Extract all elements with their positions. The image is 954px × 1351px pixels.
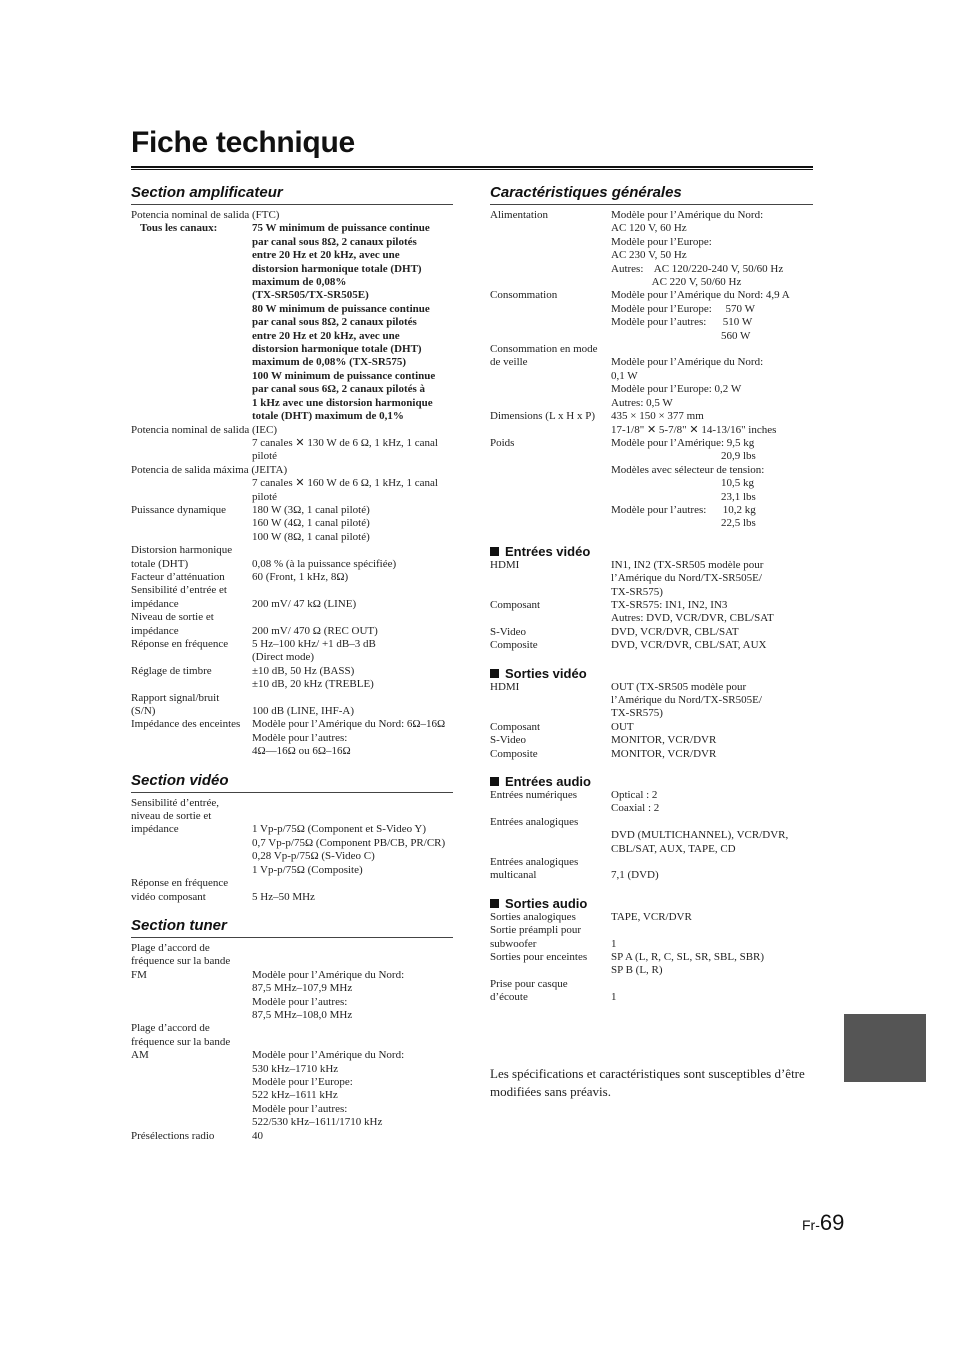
spec-value — [611, 639, 813, 652]
spec-value-line — [611, 978, 813, 991]
spec-value-line: 17-1/8" ✕ 5-7/8" ✕ 14-13/16" inches — [611, 423, 777, 436]
spec-value-line: SP B (L, R) — [611, 964, 663, 977]
spec-label: totale (DHT) — [131, 557, 189, 570]
spec-value-line: 60 (Front, 1 kHz, 8Ω) — [252, 570, 349, 583]
spec-value-line: par canal sous 6Ω, 2 canaux pilotés à — [252, 383, 426, 396]
spec-label: Entrées numériques — [490, 789, 578, 802]
spec-label: Composite — [490, 747, 538, 760]
spec-label: fréquence sur la bande — [131, 955, 231, 968]
spec-label: Sorties pour enceintes — [490, 951, 588, 964]
spec-row — [131, 810, 453, 823]
spec-label: Entrées analogiques — [490, 815, 579, 828]
spec-value-line: piloté — [252, 490, 278, 503]
spec-value-line: OUT (TX-SR505 modèle pour — [611, 680, 747, 693]
subsection-title: Sorties audio — [505, 895, 588, 911]
subsection-heading — [490, 544, 813, 559]
spec-label: HDMI — [490, 680, 520, 693]
spec-value-line: Modèle pour l’Amérique du Nord: 6Ω–16Ω — [252, 718, 446, 731]
spec-heading-line: Potencia nominal de salida (IEC) — [131, 423, 278, 436]
spec-value-line: 4Ω—16Ω ou 6Ω–16Ω — [252, 745, 351, 758]
spec-value-line: Modèles avec sélecteur de tension: — [611, 463, 765, 476]
spec-row — [490, 209, 813, 289]
spec-value — [252, 1049, 453, 1129]
spec-value-line: l’Amérique du Nord/TX-SR505E/ — [611, 572, 762, 585]
subsection-title: Entrées vidéo — [505, 543, 591, 559]
spec-value-line: Modèle pour l’Amérique du Nord: — [611, 209, 764, 221]
spec-value-line: distorsion harmonique totale (DHT) — [252, 262, 422, 275]
spec-label: FM — [131, 968, 147, 981]
spec-value-line: IN1, IN2 (TX-SR505 modèle pour — [611, 558, 764, 571]
spec-value-line: 560 W — [611, 329, 751, 342]
spec-value-line: Modèle pour l’Amérique du Nord: — [252, 1049, 405, 1062]
spec-value — [611, 437, 813, 531]
title-rule — [131, 166, 813, 170]
spec-label: Alimentation — [490, 209, 549, 221]
spec-value-line: ±10 dB, 50 Hz (BASS) — [252, 664, 355, 677]
spec-value-line: MONITOR, VCR/DVR — [611, 734, 717, 747]
spec-value-line: 1 — [611, 937, 617, 950]
spec-label: Niveau de sortie et — [131, 611, 214, 624]
spec-value — [252, 969, 453, 1023]
spec-value-line: OUT — [611, 720, 634, 733]
spec-row — [131, 544, 453, 557]
spec-value-line: 0,08 % (à la puissance spécifiée) — [252, 557, 397, 570]
spec-value-line: Modèle pour l’autres: 510 W — [611, 316, 753, 329]
spec-label: de veille — [490, 356, 528, 369]
spec-value-line: distorsion harmonique totale (DHT) — [252, 343, 422, 356]
spec-value-line: Coaxial : 2 — [611, 802, 660, 815]
spec-row — [131, 477, 453, 504]
spec-label: impédance — [131, 823, 179, 836]
spec-label: Entrées analogiques — [490, 856, 579, 869]
spec-value — [252, 477, 453, 504]
spec-row — [131, 823, 453, 877]
section-heading: Caractéristiques générales — [490, 184, 813, 205]
spec-label: Impédance des enceintes — [131, 718, 241, 731]
spec-row — [490, 639, 813, 652]
spec-value-line: AC 120 V, 60 Hz — [611, 222, 687, 235]
spec-value-line: 22,5 lbs — [611, 517, 756, 530]
spec-row — [131, 665, 453, 692]
spec-label: Composite — [490, 639, 538, 652]
spec-row — [490, 951, 813, 978]
disclaimer-note: Les spécifications et caractéristiques sont susceptibles d’être modifiées sans préavis. — [490, 1066, 805, 1099]
spec-value-line: Modèle pour l’autres: — [252, 995, 348, 1008]
spec-row — [490, 734, 813, 747]
spec-label: Réglage de timbre — [131, 664, 212, 677]
spec-value — [252, 437, 453, 464]
spec-row — [131, 877, 453, 890]
spec-label: HDMI — [490, 558, 520, 571]
spec-value — [611, 856, 813, 869]
spec-value-line — [252, 692, 453, 705]
spec-value-line: Autres: DVD, VCR/DVR, CBL/SAT — [611, 612, 774, 625]
spec-value-line: 0,28 Vp-p/75Ω (S-Video C) — [252, 850, 375, 863]
spec-value-line: maximum de 0,08% (TX-SR575) — [252, 356, 406, 369]
spec-value-line — [252, 1036, 453, 1049]
spec-value — [611, 721, 813, 734]
spec-row — [490, 748, 813, 761]
spec-label: Puissance dynamique — [131, 503, 227, 516]
spec-value — [252, 1036, 453, 1049]
spec-row — [131, 1022, 453, 1035]
spec-row — [490, 991, 813, 1004]
spec-value — [252, 718, 453, 758]
spec-value-line: 522 kHz–1611 kHz — [252, 1089, 338, 1102]
spec-value-line: AC 220 V, 50/60 Hz — [611, 276, 742, 289]
spec-value-line: (TX-SR505/TX-SR505E) — [252, 289, 369, 302]
spec-value — [611, 209, 813, 289]
spec-row — [131, 611, 453, 624]
spec-value-line: Modèle pour l’Amérique du Nord: 4,9 A — [611, 289, 790, 302]
spec-value — [252, 544, 453, 557]
right-column — [490, 184, 813, 1005]
spec-value-line: 100 dB (LINE, IHF-A) — [252, 705, 355, 718]
spec-value-line: Modèle pour l’Amérique: 9,5 kg — [611, 436, 755, 449]
spec-row — [490, 559, 813, 599]
spec-value — [611, 734, 813, 747]
square-bullet-icon — [490, 777, 499, 786]
chapter-tab — [844, 1014, 926, 1082]
section-heading: Section vidéo — [131, 772, 453, 793]
spec-row — [490, 626, 813, 639]
spec-value-line — [252, 797, 453, 810]
spec-value — [611, 748, 813, 761]
spec-label: Dimensions (L x H x P) — [490, 410, 596, 423]
spec-value-line — [252, 584, 453, 597]
spec-value — [252, 611, 453, 624]
spec-value — [252, 891, 453, 904]
spec-value-line: 75 W minimum de puissance continue — [252, 222, 430, 235]
spec-value-line: 200 mV/ 470 Ω (REC OUT) — [252, 624, 378, 637]
spec-value-line — [252, 942, 453, 955]
spec-value-line: Modèle pour l’Europe: — [611, 235, 712, 248]
spec-label: Rapport signal/bruit — [131, 691, 220, 704]
spec-value-line: ±10 dB, 20 kHz (TREBLE) — [252, 678, 374, 691]
spec-value-line: 7 canales ✕ 160 W de 6 Ω, 1 kHz, 1 canal — [252, 477, 438, 490]
spec-value-line — [252, 611, 453, 624]
spec-label: subwoofer — [490, 937, 537, 950]
spec-value-line: entre 20 Hz et 20 kHz, avec une — [252, 329, 400, 342]
spec-row — [131, 437, 453, 464]
spec-label: Sortie préampli pour — [490, 924, 582, 937]
spec-value-line: 10,5 kg — [611, 477, 754, 490]
spec-heading-line: Potencia nominal de salida (FTC) — [131, 209, 280, 221]
spec-value — [611, 599, 813, 626]
spec-value-line: 87,5 MHz–108,0 MHz — [252, 1008, 353, 1021]
spec-value — [611, 816, 813, 856]
spec-value — [611, 559, 813, 599]
spec-value-line: piloté — [252, 450, 278, 463]
spec-label: Composant — [490, 720, 541, 733]
subsection-heading — [490, 896, 813, 911]
spec-value-line: 5 Hz–100 kHz/ +1 dB–3 dB — [252, 638, 376, 650]
spec-value — [252, 797, 453, 810]
spec-value-line: Modèle pour l’Europe: 0,2 W — [611, 383, 742, 396]
spec-label: Poids — [490, 436, 515, 449]
spec-value — [252, 955, 453, 968]
subsection-title: Entrées audio — [505, 774, 591, 790]
spec-value-line: 100 W minimum de puissance continue — [252, 369, 436, 382]
spec-row — [131, 969, 453, 1023]
spec-row — [490, 911, 813, 924]
spec-row — [131, 504, 453, 544]
spec-row — [131, 571, 453, 584]
spec-value — [611, 626, 813, 639]
spec-value-line: 87,5 MHz–107,9 MHz — [252, 982, 353, 995]
spec-row — [131, 584, 453, 597]
spec-label: Réponse en fréquence — [131, 877, 229, 890]
spec-value-line: l’Amérique du Nord/TX-SR505E/ — [611, 694, 762, 706]
spec-value-line — [611, 816, 813, 829]
section-spacer — [131, 759, 453, 772]
spec-row — [131, 598, 453, 611]
spec-value-line: 1 — [611, 991, 617, 1004]
spec-value — [252, 222, 453, 423]
spec-value-line: totale (DHT) maximum de 0,1% — [252, 410, 404, 423]
spec-value — [611, 938, 813, 951]
spec-value-line: par canal sous 8Ω, 2 canaux pilotés — [252, 235, 417, 248]
spec-value-line: 23,1 lbs — [611, 490, 756, 503]
spec-value-line — [252, 810, 453, 823]
section-heading: Section amplificateur — [131, 184, 453, 205]
spec-label: Facteur d’atténuation — [131, 570, 225, 583]
spec-value-line: Modèle pour l’Amérique du Nord: — [252, 968, 405, 981]
spec-value — [611, 356, 813, 410]
spec-value — [611, 911, 813, 924]
spec-value-line: CBL/SAT, AUX, TAPE, CD — [611, 842, 736, 855]
spec-label: AM — [131, 1049, 149, 1062]
square-bullet-icon — [490, 899, 499, 908]
spec-value-line: maximum de 0,08% — [252, 276, 347, 289]
spec-value — [252, 665, 453, 692]
spec-row — [131, 718, 453, 758]
spec-heading-line: Potencia de salida máxima (JEITA) — [131, 463, 288, 476]
spec-value-line: SP A (L, R, C, SL, SR, SBL, SBR) — [611, 951, 765, 964]
spec-value-line: Modèle pour l’autres: — [252, 1102, 348, 1115]
spec-label — [131, 437, 252, 464]
spec-row — [490, 924, 813, 937]
spec-value-line — [252, 955, 453, 968]
spec-row — [490, 437, 813, 531]
square-bullet-icon — [490, 547, 499, 556]
spec-value — [611, 343, 813, 356]
spec-value — [252, 705, 453, 718]
spec-label: vidéo composant — [131, 890, 206, 903]
spec-row — [131, 942, 453, 955]
spec-value-line: Autres: AC 120/220-240 V, 50/60 Hz — [611, 262, 784, 275]
spec-value-line: TX-SR575) — [611, 707, 663, 720]
spec-row — [131, 891, 453, 904]
spec-label: Plage d’accord de — [131, 941, 210, 954]
spec-label: d’écoute — [490, 991, 528, 1004]
page-title: Fiche technique — [131, 126, 355, 159]
spec-value-line — [252, 544, 453, 557]
spec-row — [131, 558, 453, 571]
spec-value-line: 0,1 W — [611, 369, 638, 382]
spec-row — [490, 681, 813, 721]
spec-row — [490, 343, 813, 356]
spec-value — [611, 991, 813, 1004]
spec-value — [252, 558, 453, 571]
spec-value — [611, 289, 813, 343]
spec-value-line: 20,9 lbs — [611, 450, 756, 463]
spec-value — [252, 584, 453, 597]
spec-value-line: 200 mV/ 47 kΩ (LINE) — [252, 597, 357, 610]
spec-value-line — [252, 877, 453, 890]
spec-label — [131, 477, 252, 504]
subsection-title: Sorties vidéo — [505, 665, 587, 681]
spec-value — [252, 625, 453, 638]
spec-row — [131, 692, 453, 705]
spec-row — [131, 1036, 453, 1049]
spec-value — [252, 638, 453, 665]
subsection-heading — [490, 774, 813, 789]
section-heading: Section tuner — [131, 917, 453, 938]
spec-label: Prise pour casque — [490, 977, 568, 990]
spec-row — [490, 816, 813, 856]
spec-row — [490, 978, 813, 991]
spec-row — [490, 856, 813, 869]
spec-label: Tous les canaux: — [140, 222, 218, 235]
spec-label: Distorsion harmonique — [131, 544, 233, 557]
spec-row — [490, 789, 813, 816]
spec-row — [131, 955, 453, 968]
spec-value-line — [252, 1022, 453, 1035]
spec-value — [252, 598, 453, 611]
spec-row — [490, 356, 813, 410]
spec-value — [611, 869, 813, 882]
spec-value-line: par canal sous 8Ω, 2 canaux pilotés — [252, 316, 417, 329]
page-prefix: Fr- — [802, 1217, 820, 1233]
spec-label: niveau de sortie et — [131, 810, 212, 823]
spec-label: (S/N) — [131, 705, 156, 718]
spec-value-line: Optical : 2 — [611, 789, 658, 802]
spec-label: Sensibilité d’entrée et — [131, 584, 227, 597]
spec-value-line: Modèle pour l’Europe: — [252, 1075, 353, 1088]
spec-value-line: Autres: 0,5 W — [611, 396, 673, 409]
spec-row — [131, 222, 453, 423]
spec-value-line — [611, 856, 813, 869]
spec-value-line — [611, 924, 813, 937]
spec-row — [490, 599, 813, 626]
spec-value-line: TX-SR575: IN1, IN2, IN3 — [611, 598, 728, 611]
spec-row — [131, 625, 453, 638]
spec-label: S-Video — [490, 625, 527, 638]
spec-value — [252, 942, 453, 955]
spec-value-line: 530 kHz–1710 kHz — [252, 1062, 339, 1075]
spec-value — [252, 810, 453, 823]
spec-label: Sorties analogiques — [490, 910, 576, 923]
page-number-value: 69 — [819, 1210, 845, 1235]
spec-value — [611, 951, 813, 978]
subsection-heading — [490, 666, 813, 681]
left-column — [131, 184, 453, 1143]
section-spacer — [131, 904, 453, 917]
spec-label: Plage d’accord de — [131, 1022, 210, 1035]
spec-value-line: 1 kHz avec une distorsion harmonique — [252, 396, 433, 409]
spec-label: Présélections radio — [131, 1129, 215, 1142]
spec-row — [490, 938, 813, 951]
spec-value-line: 180 W (3Ω, 1 canal piloté) — [252, 503, 370, 516]
spec-value-line: Modèle pour l’Amérique du Nord: — [611, 356, 764, 369]
spec-value — [611, 410, 813, 437]
spec-value-line: 7,1 (DVD) — [611, 869, 659, 882]
spec-value-line: Modèle pour l’Europe: 570 W — [611, 302, 755, 315]
spec-value-line: 40 — [252, 1129, 263, 1142]
spec-label: Consommation en mode — [490, 343, 598, 356]
spec-label: S-Video — [490, 734, 527, 747]
spec-row — [131, 1130, 453, 1143]
spec-value — [252, 1022, 453, 1035]
spec-value-line: entre 20 Hz et 20 kHz, avec une — [252, 249, 400, 262]
spec-value-line: TX-SR575) — [611, 585, 663, 598]
spec-value-line — [611, 343, 813, 356]
spec-row — [131, 797, 453, 810]
spec-label: impédance — [131, 597, 179, 610]
square-bullet-icon — [490, 669, 499, 678]
spec-value — [252, 571, 453, 584]
spec-value-line: DVD, VCR/DVR, CBL/SAT — [611, 625, 739, 638]
spec-value-line: MONITOR, VCR/DVR — [611, 747, 717, 760]
spec-value — [252, 1130, 453, 1143]
spec-row — [490, 869, 813, 882]
spec-value-line: 160 W (4Ω, 1 canal piloté) — [252, 517, 370, 530]
spec-value-line: AC 230 V, 50 Hz — [611, 249, 687, 262]
spec-value-line: 1 Vp-p/75Ω (Composite) — [252, 863, 363, 876]
spec-row — [131, 638, 453, 665]
spec-row — [131, 1049, 453, 1129]
spec-label: impédance — [131, 624, 179, 637]
spec-label: Réponse en fréquence — [131, 638, 229, 650]
spec-label: Consommation — [490, 289, 558, 302]
spec-value — [611, 924, 813, 937]
spec-label: Composant — [490, 598, 541, 611]
spec-value-line: 522/530 kHz–1611/1710 kHz — [252, 1116, 383, 1129]
spec-label: Sensibilité d’entrée, — [131, 796, 219, 809]
spec-value — [252, 877, 453, 890]
spec-value-line: 0,7 Vp-p/75Ω (Component PB/CB, PR/CR) — [252, 836, 446, 849]
spec-value-line: 7 canales ✕ 130 W de 6 Ω, 1 kHz, 1 canal — [252, 436, 438, 449]
spec-value-line: DVD (MULTICHANNEL), VCR/DVR, — [611, 829, 789, 842]
spec-value — [611, 978, 813, 991]
spec-value-line: Modèle pour l’autres: — [252, 731, 348, 744]
spec-value-line: (Direct mode) — [252, 651, 314, 664]
spec-value-line: 1 Vp-p/75Ω (Component et S-Video Y) — [252, 823, 427, 836]
spec-row — [490, 410, 813, 437]
spec-value-line: DVD, VCR/DVR, CBL/SAT, AUX — [611, 639, 767, 652]
spec-value-line: 435 × 150 × 377 mm — [611, 410, 704, 423]
page-number — [802, 1210, 844, 1236]
spec-row — [131, 705, 453, 718]
spec-value — [611, 789, 813, 816]
spec-value-line: 5 Hz–50 MHz — [252, 890, 315, 903]
spec-value — [252, 504, 453, 544]
spec-label: fréquence sur la bande — [131, 1035, 231, 1048]
spec-value — [252, 692, 453, 705]
spec-value-line: 80 W minimum de puissance continue — [252, 302, 430, 315]
spec-value-line: Modèle pour l’autres: 10,2 kg — [611, 503, 756, 516]
spec-value-line: 100 W (8Ω, 1 canal piloté) — [252, 530, 370, 543]
spec-label: multicanal — [490, 869, 537, 882]
spec-row — [490, 721, 813, 734]
spec-value-line: TAPE, VCR/DVR — [611, 910, 692, 923]
spec-row — [490, 289, 813, 343]
spec-value — [252, 823, 453, 877]
spec-value — [611, 681, 813, 721]
